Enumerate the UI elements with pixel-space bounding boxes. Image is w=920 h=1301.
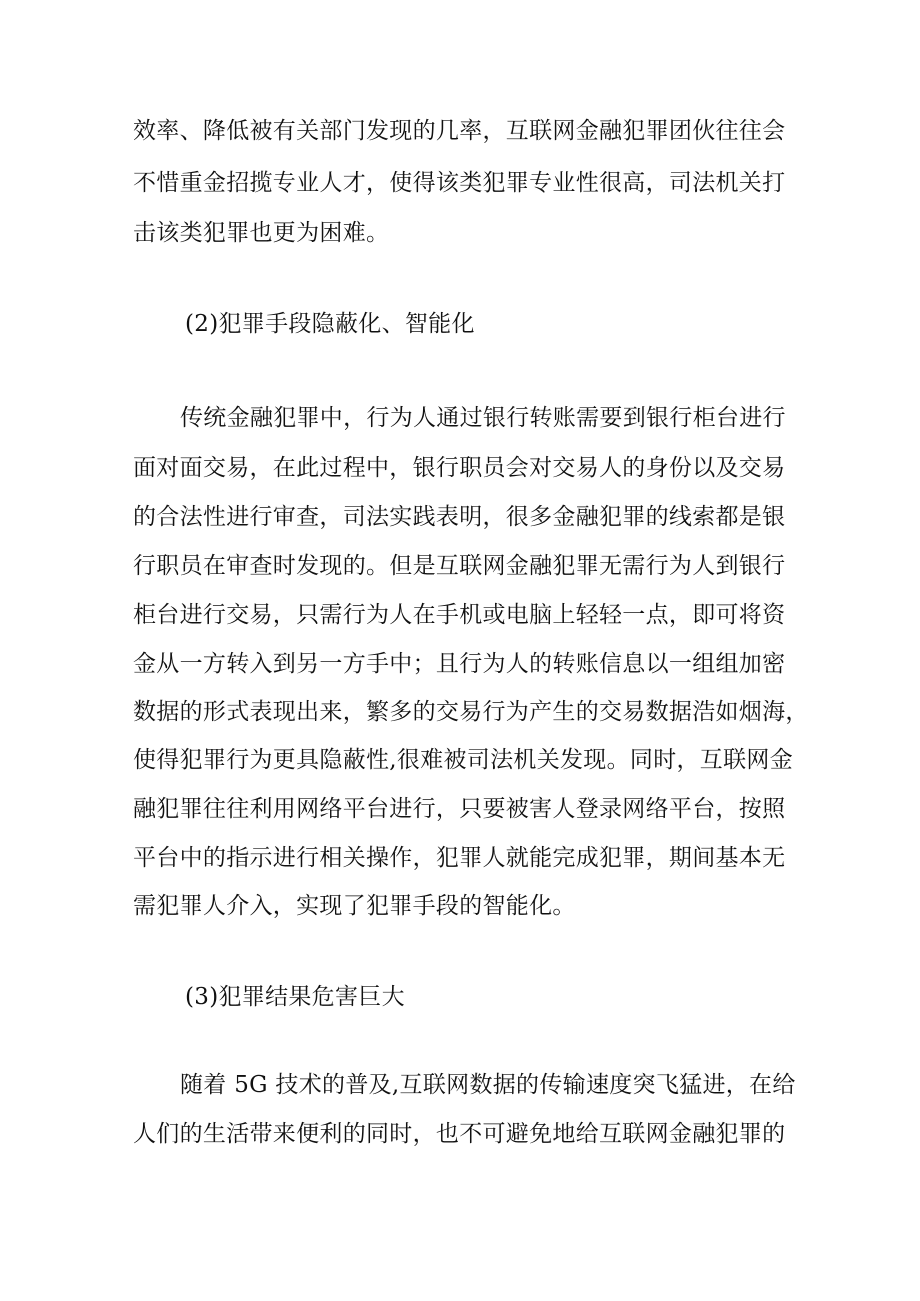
paragraph-1-line-3: 击该类犯罪也更为困难。 [133,220,390,246]
paragraph-3-line-2: 人们的生活带来便利的同时，也不可避免地给互联网金融犯罪的 [133,1121,786,1147]
section-heading-3: (3)犯罪结果危害巨大 [185,984,405,1010]
paragraph-2-line-7: 数据的形式表现出来，繁多的交易行为产生的交易数据浩如烟海， [133,699,809,725]
paragraph-3-line-1: 随着 5G 技术的普及,互联网数据的传输速度突飞猛进，在给 [180,1072,796,1098]
paragraph-2-line-2: 面对面交易，在此过程中，银行职员会对交易人的身份以及交易 [133,455,786,481]
paragraph-1-line-2: 不惜重金招揽专业人才，使得该类犯罪专业性很高，司法机关打 [133,170,786,196]
paragraph-2-line-4: 行职员在审查时发现的。但是互联网金融犯罪无需行为人到银行 [133,553,786,579]
paragraph-2-line-10: 平台中的指示进行相关操作，犯罪人就能完成犯罪，期间基本无 [133,845,786,871]
paragraph-2-line-11: 需犯罪人介入，实现了犯罪手段的智能化。 [133,893,576,919]
paragraph-2-line-3: 的合法性进行审查，司法实践表明，很多金融犯罪的线索都是银 [133,504,786,530]
paragraph-2-line-1: 传统金融犯罪中，行为人通过银行转账需要到银行柜台进行 [180,405,786,431]
paragraph-2-line-8: 使得犯罪行为更具隐蔽性,很难被司法机关发现。同时，互联网金 [133,747,794,773]
paragraph-2-line-6: 金从一方转入到另一方手中；且行为人的转账信息以一组组加密 [133,651,786,677]
paragraph-2-line-5: 柜台进行交易，只需行为人在手机或电脑上轻轻一点，即可将资 [133,602,786,628]
section-heading-2: (2)犯罪手段隐蔽化、智能化 [185,311,475,337]
paragraph-2-line-9: 融犯罪往往利用网络平台进行，只要被害人登录网络平台，按照 [133,796,786,822]
paragraph-1-line-1: 效率、降低被有关部门发现的几率，互联网金融犯罪团伙往往会 [133,118,786,144]
